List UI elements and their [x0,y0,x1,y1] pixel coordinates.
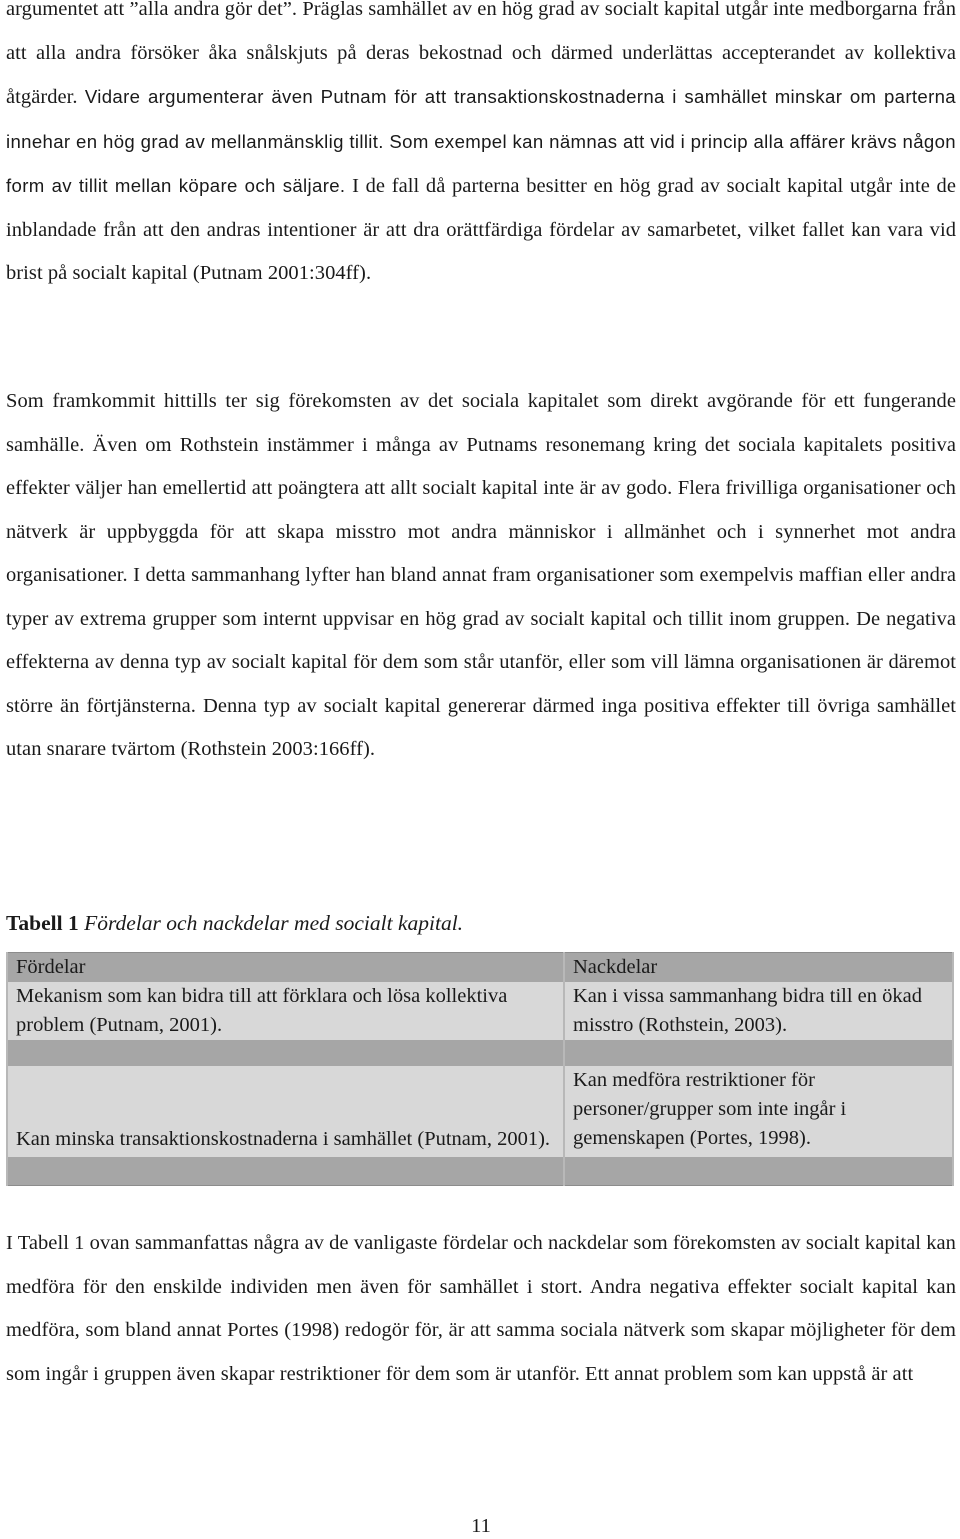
table-caption-label: Tabell 1 [6,911,79,935]
advantages-disadvantages-table [6,952,954,1186]
table-caption [6,907,463,939]
table-header-row [7,953,953,983]
paragraph-1-segment-c: I de fall då parterna besitter en hög grad av socialt kapital utgår inte de inblandade från att den andras intentioner är att dra orättfärdiga fördelar av samarbetet, vilket fallet kan vara vid brist på socialt kapital (Putnam 2001:304ff). [6,175,956,284]
table-header-advantages: Fördelar [7,953,564,983]
table-spacer-cell [564,1040,953,1066]
table-spacer-row [7,1157,953,1186]
table-cell: Kan minska transaktionskostnaderna i samhället (Putnam, 2001). [7,1066,564,1157]
table-cell: Kan medföra restriktioner för personer/grupper som inte ingår i gemenskapen (Portes, 1998). [564,1066,953,1157]
table-row [7,982,953,1040]
body-paragraph-3: I Tabell 1 ovan sammanfattas några av de vanligaste fördelar och nackdelar som förekomsten av socialt kapital kan medföra för den enskilde individen men även för samhället i stort. Andra negativa effekter socialt kapital kan medföra, som bland annat Portes (1998) redogör för, är att samma sociala nätverk som skapar möjligheter för dem som ingår i gruppen även skapar restriktioner för dem som är utanför. Ett annat problem som kan uppstå är att [6,1232,956,1385]
body-paragraph-2: Som framkommit hittills ter sig förekomsten av det sociala kapitalet som direkt avgörande för ett fungerande samhälle. Även om Rothstein instämmer i många av Putnams resonemang kring det sociala kapitalets positiva effekter väljer han emellertid att poängtera att allt socialt kapital inte är av godo. Flera frivilliga organisationer och nätverk är uppbyggda för att skapa misstro mot andra människor i allmänhet och i synnerhet mot andra organisationer. I detta sammanhang lyfter han bland annat fram organisationer som exempelvis maffian eller andra typer av extrema grupper som internt uppvisar en hög grad av socialt kapital och tillit inom gruppen. De negativa effekterna av denna typ av socialt kapital för dem som står utanför, eller som vill lämna organisationen är däremot större än förtjänsterna. Denna typ av socialt kapital genererar därmed inga positiva effekter till övriga samhället utan snarare tvärtom (Rothstein 2003:166ff). [6,390,956,760]
table-header-disadvantages: Nackdelar [564,953,953,983]
paragraph-1-segment-b: Vidare argumenterar även Putnam för att transaktionskostnaderna i samhället minskar om parterna innehar en hög grad av mellanmänsklig tillit. Som exempel kan nämnas att vid i princip alla affärer krävs någon form av tillit mellan köpare och säljare. [6,86,957,196]
table-spacer-cell [564,1157,953,1186]
table-row [7,1066,953,1157]
table-cell: Kan i vissa sammanhang bidra till en ökad misstro (Rothstein, 2003). [564,982,953,1040]
page-number: 11 [471,1515,491,1537]
table-spacer-cell [7,1040,564,1066]
table-spacer-cell [7,1157,564,1186]
body-paragraph-3-wrapper [6,1222,956,1396]
table-caption-title: Fördelar och nackdelar med socialt kapital. [78,911,464,935]
paragraph-1-segment-a: argumentet att ”alla andra gör det”. Präglas samhället av en hög grad av socialt kapital utgår inte medborgarna från att alla andra försöker åka snålskjuts på deras bekostnad och därmed underlättas accepterandet av kollektiva åtgärder. [6,0,956,108]
table-spacer-row [7,1040,953,1066]
body-paragraph-1 [6,0,956,296]
table-cell: Mekanism som kan bidra till att förklara och lösa kollektiva problem (Putnam, 2001). [7,982,564,1040]
